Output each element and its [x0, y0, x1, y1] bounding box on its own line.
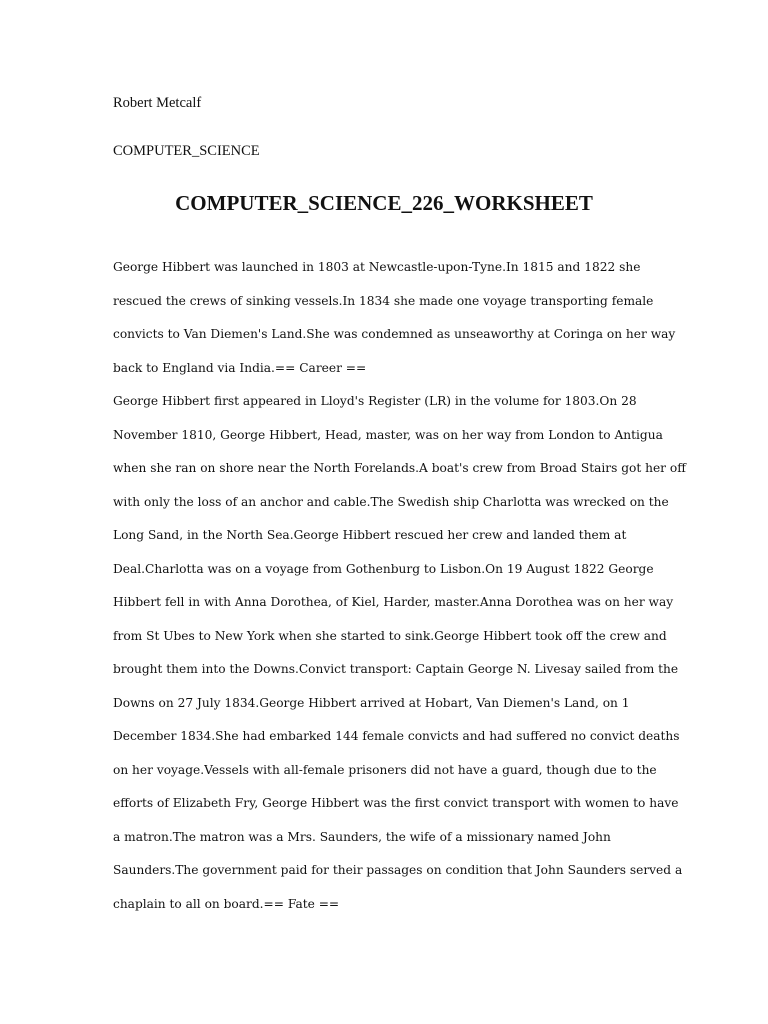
body-line: from St Ubes to New York when she started to sink.George Hibbert took off the crew and [113, 628, 667, 643]
body-line: Deal.Charlotta was on a voyage from Gothenburg to Lisbon.On 19 August 1822 George [113, 561, 654, 576]
document-title: COMPUTER_SCIENCE_226_WORKSHEET [175, 191, 593, 215]
body-line: when she ran on shore near the North Forelands.A boat's crew from Broad Stairs got her off [113, 461, 686, 475]
body-line: on her voyage.Vessels with all-female prisoners did not have a guard, though due to the [113, 762, 657, 777]
body-line: Saunders.The government paid for their passages on condition that John Saunders served a [113, 863, 683, 877]
body-line: convicts to Van Diemen's Land.She was condemned as unseaworthy at Coringa on her way [113, 327, 676, 341]
body-line: November 1810, George Hibbert, Head, master, was on her way from London to Antigua [113, 427, 663, 442]
body-line: Long Sand, in the North Sea.George Hibbert rescued her crew and landed them at [113, 528, 627, 542]
author-name: Robert Metcalf [113, 95, 202, 111]
body-line: efforts of Elizabeth Fry, George Hibbert was the first convict transport with women to have [113, 796, 679, 810]
body-line: Hibbert fell in with Anna Dorothea, of Kiel, Harder, master.Anna Dorothea was on her way [113, 595, 674, 609]
subject-label: COMPUTER_SCIENCE [113, 143, 260, 159]
body-line: rescued the crews of sinking vessels.In 1834 she made one voyage transporting female [113, 293, 654, 308]
body-text [113, 251, 686, 921]
body-line: brought them into the Downs.Convict transport: Captain George N. Livesay sailed from the [113, 662, 679, 676]
body-line: Downs on 27 July 1834.George Hibbert arrived at Hobart, Van Diemen's Land, on 1 [113, 695, 630, 710]
body-line: chaplain to all on board.== Fate == [113, 896, 340, 911]
body-line: George Hibbert first appeared in Lloyd's Register (LR) in the volume for 1803.On 28 [113, 394, 637, 408]
body-line: back to England via India.== Career == [113, 360, 367, 375]
body-line: December 1834.She had embarked 144 female convicts and had suffered no convict deaths [113, 729, 680, 743]
body-line: with only the loss of an anchor and cable.The Swedish ship Charlotta was wrecked on the [113, 494, 669, 509]
body-line: George Hibbert was launched in 1803 at Newcastle-upon-Tyne.In 1815 and 1822 she [113, 260, 641, 274]
body-line: a matron.The matron was a Mrs. Saunders, the wife of a missionary named John [113, 829, 611, 844]
